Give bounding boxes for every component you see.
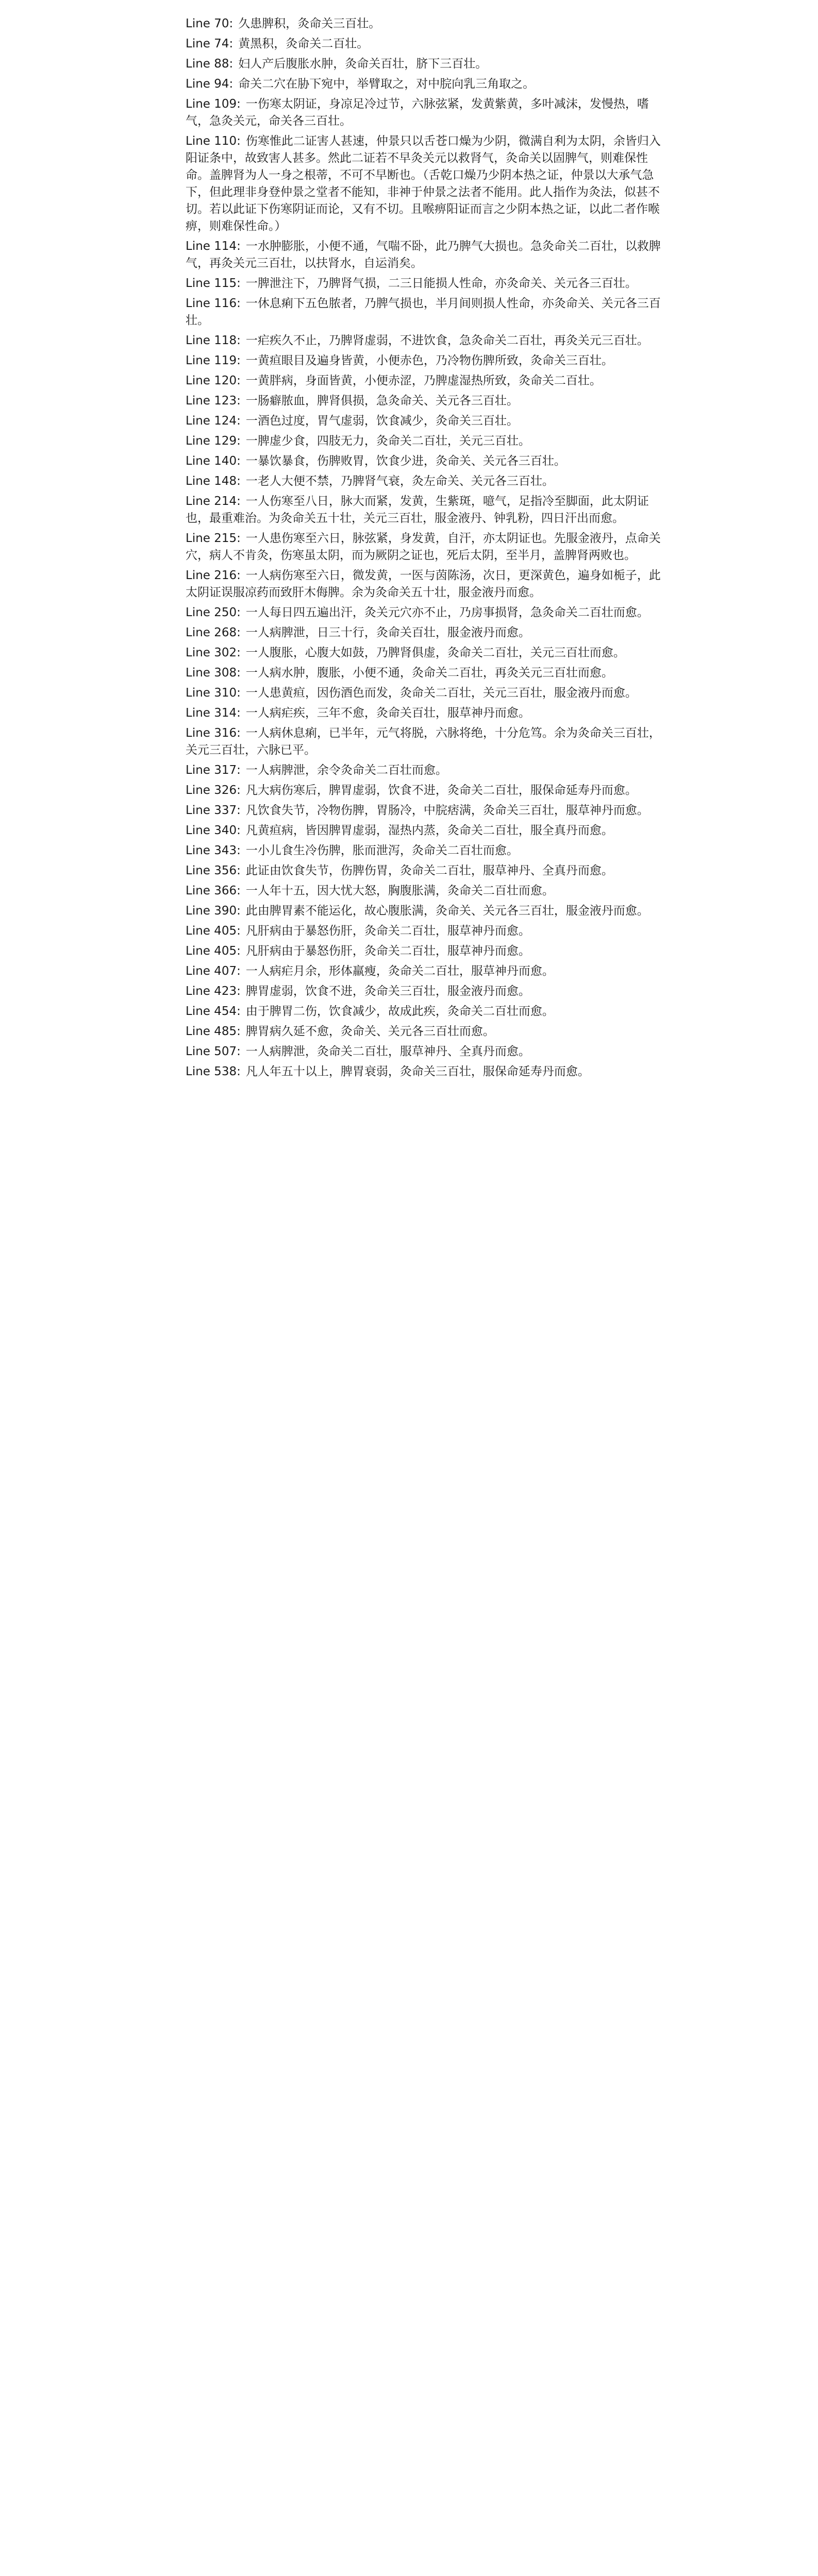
- line-text: 一人腹胀，心腹大如鼓，乃脾肾俱虚，灸命关二百壮，关元三百壮而愈。: [245, 646, 625, 659]
- line-label: Line 343:: [186, 844, 241, 857]
- line-text: 久患脾积，灸命关三百壮。: [238, 17, 381, 30]
- line-label: Line 454:: [186, 1005, 241, 1018]
- quote-line: [155, 413, 670, 430]
- line-text: 一人病伤寒至六日，微发黄，一医与茵陈汤，次日，更深黄色，遍身如栀子，此太阴证误服凉药而致肝木侮脾。余为灸命关五十壮，服金液丹而愈。: [186, 569, 661, 599]
- line-label: Line 216:: [186, 569, 241, 582]
- quote-line: [155, 624, 670, 641]
- line-label: Line 356:: [186, 864, 241, 877]
- line-label: Line 88:: [186, 57, 233, 71]
- line-text: 一小儿食生冷伤脾，胀而泄泻，灸命关二百壮而愈。: [245, 844, 519, 857]
- quote-line: [155, 295, 670, 329]
- line-label: Line 317:: [186, 764, 241, 777]
- line-text: 一伤寒太阴证，身凉足冷过节，六脉弦紧，发黄紫黄，多叶减沫，发慢热，嗜气，急灸关元，命关各三百壮。: [186, 97, 649, 128]
- quote-line: [155, 96, 670, 130]
- line-label: Line 115:: [186, 277, 241, 290]
- quote-line: [155, 133, 670, 235]
- line-text: 一水肿膨胀，小便不通，气喘不卧，此乃脾气大损也。急灸命关二百壮，以救脾气，再灸关元三百壮，以扶肾水，自运消矣。: [186, 240, 661, 270]
- line-text: 一人患黄疸，因伤酒色而发，灸命关二百壮，关元三百壮，服金液丹而愈。: [245, 686, 637, 700]
- line-text: 一休息痢下五色脓者，乃脾气损也，半月间则损人性命，亦灸命关、关元各三百壮。: [186, 297, 661, 327]
- line-label: Line 390:: [186, 904, 241, 918]
- line-label: Line 326:: [186, 784, 241, 797]
- line-label: Line 94:: [186, 77, 233, 91]
- line-label: Line 507:: [186, 1045, 241, 1058]
- line-label: Line 310:: [186, 686, 241, 700]
- quote-line: [155, 802, 670, 819]
- line-label: Line 129:: [186, 434, 241, 448]
- line-text: 脾胃病久延不愈，灸命关、关元各三百壮而愈。: [245, 1025, 495, 1038]
- quote-line: [155, 352, 670, 369]
- quote-line: [155, 372, 670, 389]
- quote-line: [155, 275, 670, 292]
- line-text: 一脾虚少食，四肢无力，灸命关二百壮，关元三百壮。: [245, 434, 530, 448]
- line-label: Line 366:: [186, 884, 241, 897]
- line-label: Line 140:: [186, 454, 241, 468]
- line-label: Line 119:: [186, 354, 241, 367]
- line-label: Line 538:: [186, 1065, 241, 1078]
- quote-line: [155, 645, 670, 662]
- line-text: 凡大病伤寒后，脾胃虚弱，饮食不进，灸命关二百壮，服保命延寿丹而愈。: [245, 784, 637, 797]
- line-label: Line 405:: [186, 944, 241, 958]
- quote-line: [155, 1003, 670, 1020]
- quote-line: [155, 822, 670, 839]
- line-text: 一黄疸眼目及遍身皆黄，小便赤色，乃冷物伤脾所致，灸命关三百壮。: [245, 354, 613, 367]
- line-text: 一肠癖脓血，脾肾俱损，急灸命关、关元各三百壮。: [245, 394, 519, 408]
- line-label: Line 124:: [186, 414, 241, 428]
- quote-line: [155, 238, 670, 272]
- line-text: 一老人大便不禁，乃脾肾气衰，灸左命关、关元各三百壮。: [245, 474, 554, 488]
- line-label: Line 114:: [186, 240, 241, 253]
- quote-line: [155, 1043, 670, 1060]
- line-label: Line 110:: [186, 134, 241, 148]
- quote-line: [155, 567, 670, 601]
- line-text: 凡黄疸病，皆因脾胃虚弱，湿热内蒸，灸命关二百壮，服全真丹而愈。: [245, 824, 613, 837]
- line-label: Line 250:: [186, 606, 241, 619]
- line-label: Line 74:: [186, 37, 233, 50]
- line-text: 凡肝病由于暴怒伤肝，灸命关二百壮，服草神丹而愈。: [245, 944, 530, 958]
- quote-line: [155, 923, 670, 940]
- line-label: Line 316:: [186, 726, 241, 740]
- line-text: 一暴饮暴食，伤脾败胃，饮食少进，灸命关、关元各三百壮。: [245, 454, 566, 468]
- line-text: 一人患伤寒至六日，脉弦紧，身发黄，自汗，亦太阴证也。先服金液丹，点命关穴，病人不肯灸，伤寒虽太阴，而为厥阴之证也，死后太阴，至半月，盖脾肾两败也。: [186, 532, 661, 562]
- line-label: Line 405:: [186, 924, 241, 938]
- quote-line: [155, 705, 670, 722]
- line-label: Line 116:: [186, 297, 241, 310]
- line-label: Line 120:: [186, 374, 241, 387]
- quote-line: [155, 393, 670, 410]
- line-text: 一人病休息痢，已半年，元气将脱，六脉将绝，十分危笃。余为灸命关三百壮，关元三百壮，六脉已平。: [186, 726, 661, 757]
- line-label: Line 215:: [186, 532, 241, 545]
- line-text: 一酒色过度，胃气虚弱，饮食减少，灸命关三百壮。: [245, 414, 519, 428]
- line-text: 一黄胖病，身面皆黄，小便赤涩，乃脾虚湿热所致，灸命关二百壮。: [245, 374, 602, 387]
- line-label: Line 109:: [186, 97, 241, 111]
- line-label: Line 485:: [186, 1025, 241, 1038]
- quote-line: [155, 433, 670, 450]
- quote-line: [155, 665, 670, 682]
- line-text: 由于脾胃二伤，饮食减少，故成此疾，灸命关二百壮而愈。: [245, 1005, 554, 1018]
- line-text: 命关二穴在胁下宛中，举臂取之，对中脘向乳三角取之。: [238, 77, 535, 91]
- quote-line: [155, 604, 670, 621]
- line-text: 一脾泄注下，乃脾肾气损，二三日能损人性命，亦灸命关、关元各三百壮。: [245, 277, 637, 290]
- line-label: Line 407:: [186, 964, 241, 978]
- quote-line: [155, 883, 670, 900]
- line-text: 一人病脾泄，灸命关二百壮，服草神丹、全真丹而愈。: [245, 1045, 530, 1058]
- quote-line: [155, 530, 670, 564]
- line-label: Line 214:: [186, 495, 241, 508]
- line-label: Line 340:: [186, 824, 241, 837]
- quote-line: [155, 963, 670, 980]
- line-text: 凡人年五十以上，脾胃衰弱，灸命关三百壮，服保命延寿丹而愈。: [245, 1065, 590, 1078]
- line-text: 一人病脾泄，日三十行，灸命关百壮，服金液丹而愈。: [245, 626, 530, 639]
- quote-line: [155, 76, 670, 93]
- quote-line: [155, 685, 670, 702]
- line-text: 伤寒惟此二证害人甚速，仲景只以舌苍口燥为少阴，微满自利为太阴，余皆归入阳证条中，故致害人甚多。然此二证若不早灸关元以救肾气，灸命关以固脾气，则难保性命。盖脾肾为人一身之根蒂，不可不早断也。（舌乾口燥乃少阴本热之证，仲景以大承气急下，但此理非身登仲景之堂者不能知，非神于仲景之法者不能用。此人指作为灸法，似甚不切。若以此证下伤寒阴证而论，又有不切。且喉痹阳证而言之少阴本热之证，以此二者作喉痹，则难保性命。）: [186, 134, 661, 233]
- quote-line: [155, 473, 670, 490]
- line-label: Line 268:: [186, 626, 241, 639]
- quote-line: [155, 943, 670, 960]
- line-label: Line 314:: [186, 706, 241, 720]
- line-text: 一人病疟疾，三年不愈，灸命关百壮，服草神丹而愈。: [245, 706, 530, 720]
- quote-line: [155, 15, 670, 32]
- quote-line: [155, 56, 670, 73]
- line-label: Line 118:: [186, 334, 241, 347]
- quote-line: [155, 1063, 670, 1080]
- quote-line: [155, 862, 670, 879]
- quote-line: [155, 493, 670, 527]
- quote-line: [155, 903, 670, 920]
- quote-line: [155, 332, 670, 349]
- line-text: 脾胃虚弱，饮食不进，灸命关三百壮，服金液丹而愈。: [245, 985, 530, 998]
- quote-line: [155, 725, 670, 759]
- quote-line: [155, 983, 670, 1000]
- line-label: Line 302:: [186, 646, 241, 659]
- line-text: 此由脾胃素不能运化，故心腹胀满，灸命关、关元各三百壮，服金液丹而愈。: [245, 904, 649, 918]
- line-label: Line 70:: [186, 17, 233, 30]
- line-label: Line 337:: [186, 804, 241, 817]
- line-text: 此证由饮食失节，伤脾伤胃，灸命关二百壮，服草神丹、全真丹而愈。: [245, 864, 613, 877]
- quote-line: [155, 842, 670, 859]
- line-text: 黄黑积，灸命关二百壮。: [238, 37, 369, 50]
- quote-line: [155, 782, 670, 799]
- line-label: Line 148:: [186, 474, 241, 488]
- line-label: Line 423:: [186, 985, 241, 998]
- line-text: 凡饮食失节，冷物伤脾，胃肠冷，中脘痞满，灸命关三百壮，服草神丹而愈。: [245, 804, 649, 817]
- line-text: 一人病水肿，腹胀，小便不通，灸命关二百壮，再灸关元三百壮而愈。: [245, 666, 613, 680]
- line-text: 一人伤寒至八日，脉大而紧，发黄，生紫斑，噫气，足指冷至脚面，此太阴证也，最重难治。为灸命关五十壮，关元三百壮，服金液丹、钟乳粉，四日汗出而愈。: [186, 495, 649, 525]
- line-label: Line 123:: [186, 394, 241, 408]
- line-text: 一人病脾泄，余令灸命关二百壮而愈。: [245, 764, 447, 777]
- quote-line: [155, 36, 670, 53]
- line-label: Line 308:: [186, 666, 241, 680]
- line-text: 凡肝病由于暴怒伤肝，灸命关二百壮，服草神丹而愈。: [245, 924, 530, 938]
- line-text: 一人每日四五遍出汗，灸关元穴亦不止，乃房事损肾，急灸命关二百壮而愈。: [245, 606, 649, 619]
- line-text: 一人病疟月余，形体羸瘦，灸命关二百壮，服草神丹而愈。: [245, 964, 554, 978]
- quote-lines: [155, 15, 670, 1083]
- line-text: 妇人产后腹胀水肿，灸命关百壮，脐下三百壮。: [238, 57, 488, 71]
- line-text: 一人年十五，因大忧大怒，胸腹胀满，灸命关二百壮而愈。: [245, 884, 554, 897]
- quote-line: [155, 762, 670, 779]
- line-text: 一疟疾久不止，乃脾肾虚弱，不进饮食，急灸命关二百壮，再灸关元三百壮。: [245, 334, 649, 347]
- quote-line: [155, 1023, 670, 1040]
- quote-line: [155, 453, 670, 470]
